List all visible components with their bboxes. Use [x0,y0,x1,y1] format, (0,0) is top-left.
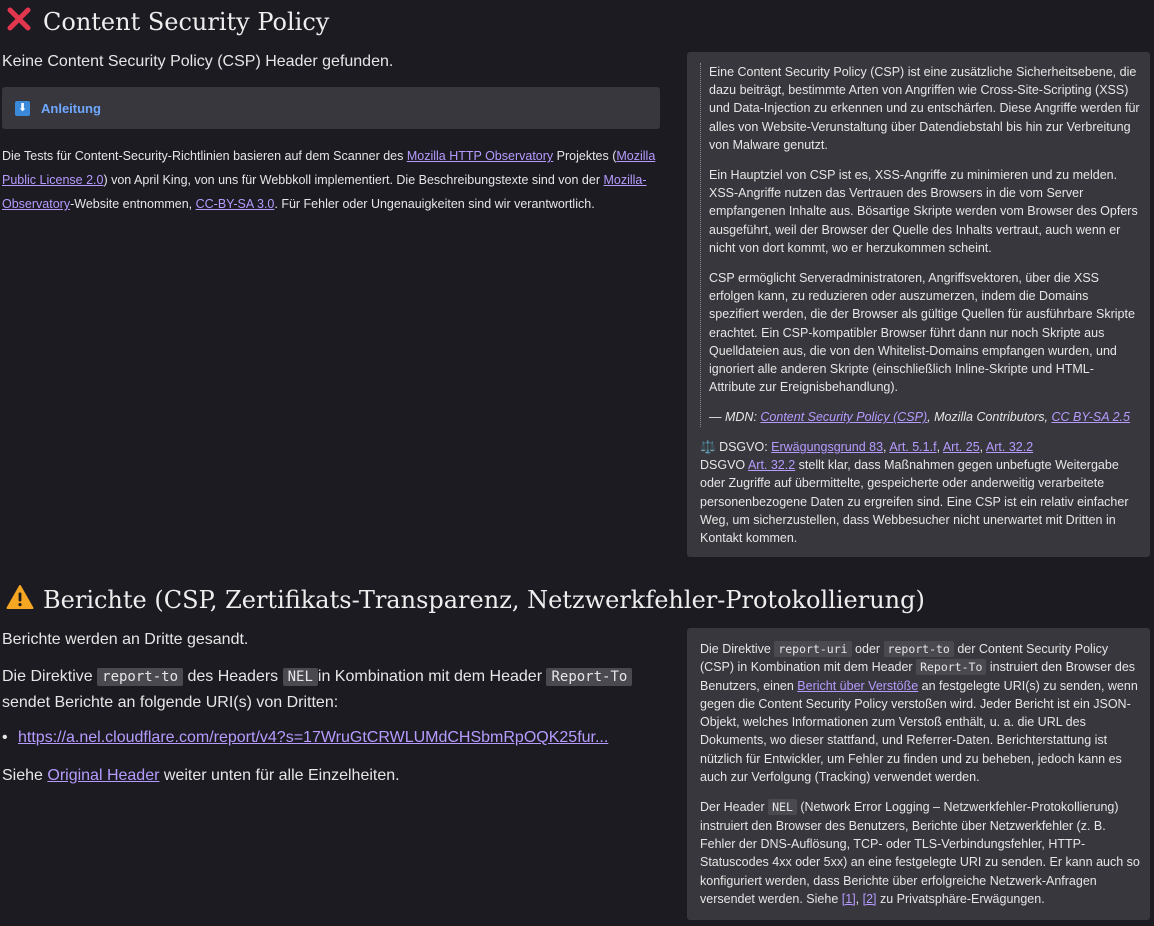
credits-text: -Website entnommen, [70,197,196,211]
mdn-csp-link[interactable]: Content Security Policy (CSP) [760,410,928,425]
gdpr-text [700,456,1140,547]
csp-info-paragraph: CSP ermöglicht Serveradministratoren, Angriffsvektoren, über die XSS erfolgen kann, zu reduzieren oder auszumerzen, indem die Domains spezifiert werden, die der Browser als gültige Quellen für ausführbare Skripte erachtet. Ein CSP-kompatibler Browser führt dann nur noch Skripte aus Quelldateien aus, die von den Whitelist-Domains empfangen wurden, und ignoriert alle anderen Skripte (einschließlich Inline-Skripte und HTML-Attribute zur Ereignisbehandlung). [709,271,1135,395]
gdpr-art-5-link[interactable]: Art. 5.1.f [889,440,937,454]
reports-title: Berichte (CSP, Zertifikats-Transparenz, Netzwerkfehler-Protokollierung) [43,586,925,614]
mpl-license-link[interactable]: Mozilla Public License 2.0 [2,149,656,187]
code-report-to-header: Report-To [546,668,632,686]
info-text: zu Privatsphäre-Erwägungen. [876,891,1045,906]
gdpr-label: DSGVO: [719,440,772,454]
info-text: Der Header [700,800,769,815]
mdn-citation [709,408,1140,426]
gdpr-art-32-inline-link[interactable]: Art. 32.2 [747,458,796,473]
separator: , [883,440,890,454]
gdpr-block [700,438,1140,547]
original-header-link[interactable]: Original Header [47,767,160,784]
code-nel: NEL [283,668,318,686]
citation-text: — MDN: [709,410,761,425]
cross-mark-icon [6,6,36,38]
scales-icon: ⚖️ [700,440,716,454]
download-arrow-icon: ⬇ [15,101,30,116]
gdpr-text-prefix: DSGVO [700,458,748,473]
separator: , [979,440,986,454]
info-text: Die Direktive [700,642,775,656]
reports-summary: Berichte werden an Dritte gesandt. [2,631,249,648]
observatory-link[interactable]: Mozilla HTTP Observatory [406,149,554,163]
reports-heading [6,584,925,616]
privacy-ref-1-link[interactable]: [1] [841,891,856,906]
credits-text: Die Tests für Content-Security-Richtlinien basieren auf dem Scanner des [2,149,407,163]
reports-directive [2,664,662,716]
reports-info-paragraph [700,798,1140,908]
code-report-to: report-to [97,668,183,686]
credits-text: Projektes ( [553,149,617,163]
violation-report-link[interactable]: Bericht über Verstöße [797,678,919,693]
info-text: (Network Error Logging – Netzwerkfehler-Protokollierung) instruiert den Browser des Benutzers, Berichte über Netzwerkfehler (z. B. Fehler der DNS-Auflösung, TCP- oder TLS-Verbindungsfehler, HTTP-Statuscodes 4xx oder 5xx) an eine festgelegte URI zu senden. Er kann auch so konfiguriert werden, dass Berichte über erfolgreiche Netzwerk-Anfragen versendet werden. Siehe [700,800,1140,906]
privacy-ref-2-link[interactable]: [2] [862,891,877,906]
credits-text: ) von April King, von uns für Webbkoll implementiert. Die Beschreibungstexte sind von der [103,173,604,187]
see-text: weiter unten für alle Einzelheiten. [159,767,400,784]
gdpr-text-body: stellt klar, dass Maßnahmen gegen unbefugte Weitergabe oder Zugriffe auf übermittelte, gespeicherte oder anderweitig verarbeitete personenbezogene Daten zu ergreifen sind. Eine CSP ist ein relativ einfacher Weg, um sicherzustellen, dass Webbesucher nicht unerwartet mit Dritten in Kontakt kommen. [700,458,1129,546]
directive-text: sendet Berichte an folgende URI(s) von Dritten: [2,694,339,711]
directive-text: in Kombination mit dem Header [317,668,547,685]
code-report-to-header: Report-To [916,659,986,675]
gdpr-recital-83-link[interactable]: Erwägungsgrund 83 [771,440,884,454]
code-report-to: report-to [884,641,954,657]
reports-info [700,640,1140,920]
bullet: • [2,729,8,746]
mdn-quote [700,63,1140,427]
csp-heading [6,6,329,38]
list-item [2,729,608,747]
code-nel: NEL [768,799,797,815]
howto-label: Anleitung [41,100,101,116]
see-text: Siehe [2,767,48,784]
info-text: an festgelegte URI(s) zu senden, wenn gegen die Content Security Policy verstoßen wird. Jeder Bericht ist ein JSON-Objekt, welches Informationen zum Verstoß enthält, u. a. die URL des Dokuments, wo dieser stattfand, und Referrer-Daten. Berichterstattung ist nützlich für Entwickler, um Fehler zu finden und zu beheben, jedoch kann es auch zur Verfolgung (Tracking) verwendet werden. [700,678,1138,785]
gdpr-art-32-link[interactable]: Art. 32.2 [985,440,1034,454]
csp-credits [2,144,662,216]
info-text: oder [851,642,884,656]
code-report-uri: report-uri [774,641,851,657]
cc-by-sa-3-link[interactable]: CC-BY-SA 3.0 [195,197,275,211]
see-original-header [2,763,400,789]
csp-title: Content Security Policy [43,8,330,36]
separator: , [936,440,943,454]
credits-text: . Für Fehler oder Ungenauigkeiten sind wir verantwortlich. [274,197,595,211]
report-uri-link[interactable]: https://a.nel.cloudflare.com/report/v4?s=17WruGtCRWLUMdCHSbmRpOQK25fur... [18,729,609,746]
warning-icon [6,584,36,616]
citation-text: , Mozilla Contributors, [927,410,1052,425]
gdpr-refs [700,438,1140,456]
separator: , [855,891,863,906]
directive-text: des Headers [183,668,283,685]
howto-toggle[interactable] [2,87,660,129]
csp-info-paragraph: Ein Hauptziel von CSP ist es, XSS-Angriffe zu minimieren und zu melden. XSS-Angriffe nutzen das Vertrauen des Browsers in die vom Server empfangenen Inhalte aus. Bösartige Skripte werden vom Browser des Opfers ausgeführt, weil der Browser der Quelle des Inhalts vertraut, auch wenn er nicht von dort kommt, wo er herzukommen scheint. [709,168,1138,255]
csp-info-paragraph: Eine Content Security Policy (CSP) ist eine zusätzliche Sicherheitsebene, die dazu beiträgt, bestimmte Arten von Angriffen wie Cross-Site-Scripting (XSS) und Data-Injection zu erkennen und zu entschärfen. Diese Angriffe werden für alles von Website-Verunstaltung über Datendiebstahl bis hin zur Verbreitung von Malware genutzt. [709,65,1140,152]
csp-summary: Keine Content Security Policy (CSP) Header gefunden. [2,53,394,70]
info-text: der Content Security Policy (CSP) in Kombination mit dem Header [700,642,1109,675]
cc-by-sa-25-link[interactable]: CC BY-SA 2.5 [1051,410,1130,425]
directive-text: Die Direktive [2,668,98,685]
gdpr-art-25-link[interactable]: Art. 25 [942,440,980,454]
mozilla-observatory-link[interactable]: Mozilla-Observatory [2,173,647,211]
info-text: instruiert den Browser des Benutzers, einen [700,660,1136,693]
reports-info-paragraph [700,640,1140,786]
